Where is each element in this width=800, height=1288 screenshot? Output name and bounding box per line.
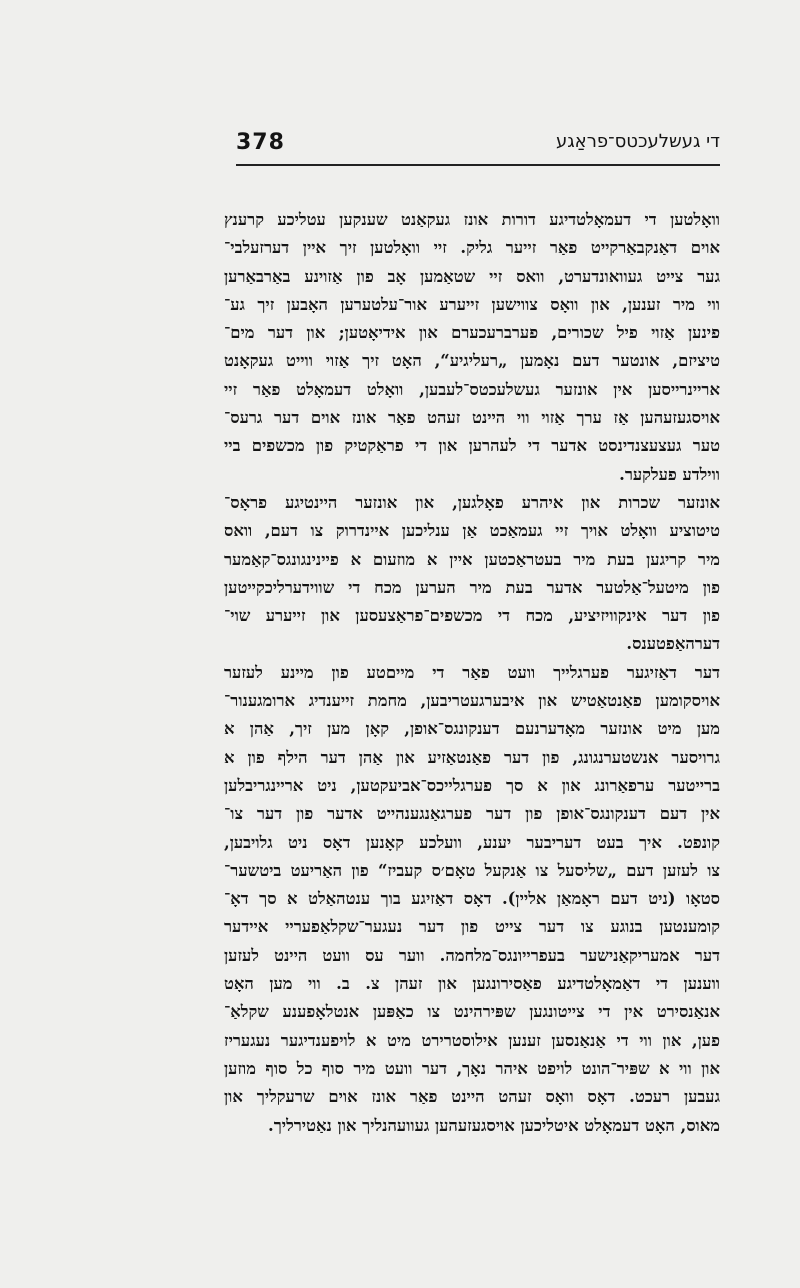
text-line: ברייטער ערפאַרונג און א סך פערגלייכס־אביעקטען, ניט אריינגריבלען	[224, 775, 720, 795]
text-line: פון מיטעל־אַלטער אדער בעת מיר הערען מכח די שווידערליכקייטען	[224, 577, 720, 597]
text-line: ווילדע פעלקער.	[619, 464, 720, 484]
text-line: אין דעם דענקונגס־אופן פון דער פערגאַנגענהייט אדער פון דער צו־	[224, 804, 720, 824]
text-line: אנאַנסירט אין די צייטונגען שפּירהינט צו כאַפּען אנטלאָפענע שקלאַ־	[224, 1002, 720, 1022]
text-line: צו לעזען דעם „שליסעל צו אַנקעל טאָם׳ס קעביז“ פון האַריעט ביטשער־	[224, 860, 720, 880]
text-line: קונפט. איך בעט דעריבער יענע, וועלכע קאָנען דאָס ניט גלויבען,	[224, 832, 720, 852]
text-line: ווי מיר זענען, און וואָס צווישען זייערע אור־עלטערען האָבען זיך גע־	[224, 294, 720, 314]
text-line: טיטוציע וואָלט אויך זיי געמאַכט אַן ענליכען איינדרוק צו דעם, וואס	[224, 521, 720, 541]
text-line: פען, און ווי די אַנאַנסען זענען אילוסטרירט מיט א לויפענדיגער נעגעריז	[224, 1030, 720, 1050]
text-line: געבען רעכט. דאָס וואָס זעהט היינט פאַר אונז אוים שרעקליך און	[224, 1087, 720, 1107]
text-line: ווענען די דאַמאָלטדיגע פאַסירונגען און זעהן צ. ב. ווי מען האָט	[224, 974, 720, 994]
body-text	[224, 206, 720, 1140]
text-line: אויסקומען פאַנטאַטיש און איבערגעטריבען, מחמת זייענדיג ארומגענור־	[224, 691, 720, 711]
running-title: די געשלעכטס־פראַגע	[556, 131, 720, 152]
text-line: אונזער שכרות און איהרע פאָלגען, און אונזער היינטיגע פראָס־	[224, 492, 720, 512]
text-line: אוים דאַנקבאַרקייט פאַר זייער גליק. זיי וואָלטען זיך איין דערזעלבי־	[224, 238, 720, 258]
text-line: דער אמעריקאַנישער בעפרייונגס־מלחמה. ווער עס וועט היינט לעזען	[224, 945, 720, 965]
text-line: פינען אַזוי פיל שכורים, פערברעכערם און אידיאָטען; און דער מים־	[224, 323, 720, 343]
text-line: דערהאַפטענס.	[626, 634, 720, 654]
text-line: גרויסער אנשטערנגונג, פון דער פאַנטאַזיע און אַהן דער הילף פון א	[224, 747, 720, 767]
text-line: אויסגעזעהען אַז ערך אַזוי ווי היינט זעהט פאַר אונז אוים דער גרעס־	[224, 408, 720, 428]
text-line: קומענטען בנוגע צו דער צייט פון דער נעגער־שקלאַפעריי איידער	[224, 917, 720, 937]
text-line: מיר קריגען בעת מיר בעטראַכטען איין א מוזעום א פיינינגונגס־קאַמער	[224, 549, 720, 569]
page-header	[236, 130, 720, 164]
text-line: דער דאַזיגער פערגלייך וועט פאַר די מייםטע פון מיינע לעזער	[224, 662, 720, 682]
text-line: מאוס, האָט דעמאָלט איטליכען אויסגעזעהען געוועהנליך און נאַטירליך.	[268, 1115, 720, 1135]
text-line: מען מיט אונזער מאָדערנעם דענקונגס־אופן, קאָן מען זיך, אַהן א	[224, 719, 720, 739]
text-line: סטאָו (ניט דעם ראָמאַן אליין). דאָס דאַזיגע בוך ענטהאַלט א סך דאָ־	[224, 889, 720, 909]
text-line: פון דער אינקוויזיציע, מכח די מכשפים־פראַצעסען און זייערע שוי־	[224, 606, 720, 626]
header-rule	[236, 164, 720, 166]
text-line: טיציזם, אונטער דעם נאָמען „רעליגיע“, האָט זיך אַזוי ווייט געקאָנט	[224, 351, 720, 371]
text-line: טער געצעצנדינסט אדער די לעהרען און די פראַקטיק פון מכשפים ביי	[224, 436, 720, 456]
paragraph	[224, 659, 720, 1140]
paragraph	[224, 206, 720, 489]
text-line: און ווי א שפּיר־הונט לויפט איהר נאָך, דער וועט מיר סוף כל סוף מוזען	[224, 1058, 720, 1078]
paragraph	[224, 489, 720, 659]
text-line: אריינרייסען אין אונזער געשלעכטס־לעבען, וואָלט דעמאָלט פאַר זיי	[224, 379, 720, 399]
text-line: וואָלטען די דעמאָלטדיגע דורות אונז געקאַנט שענקען עטליכע קרענץ	[224, 210, 720, 229]
page-number: 378	[236, 130, 285, 155]
text-line: גער צייט געוואונדערט, וואס זיי שטאַמען אָב פון אַזוינע באַרבאַרען	[224, 266, 720, 286]
